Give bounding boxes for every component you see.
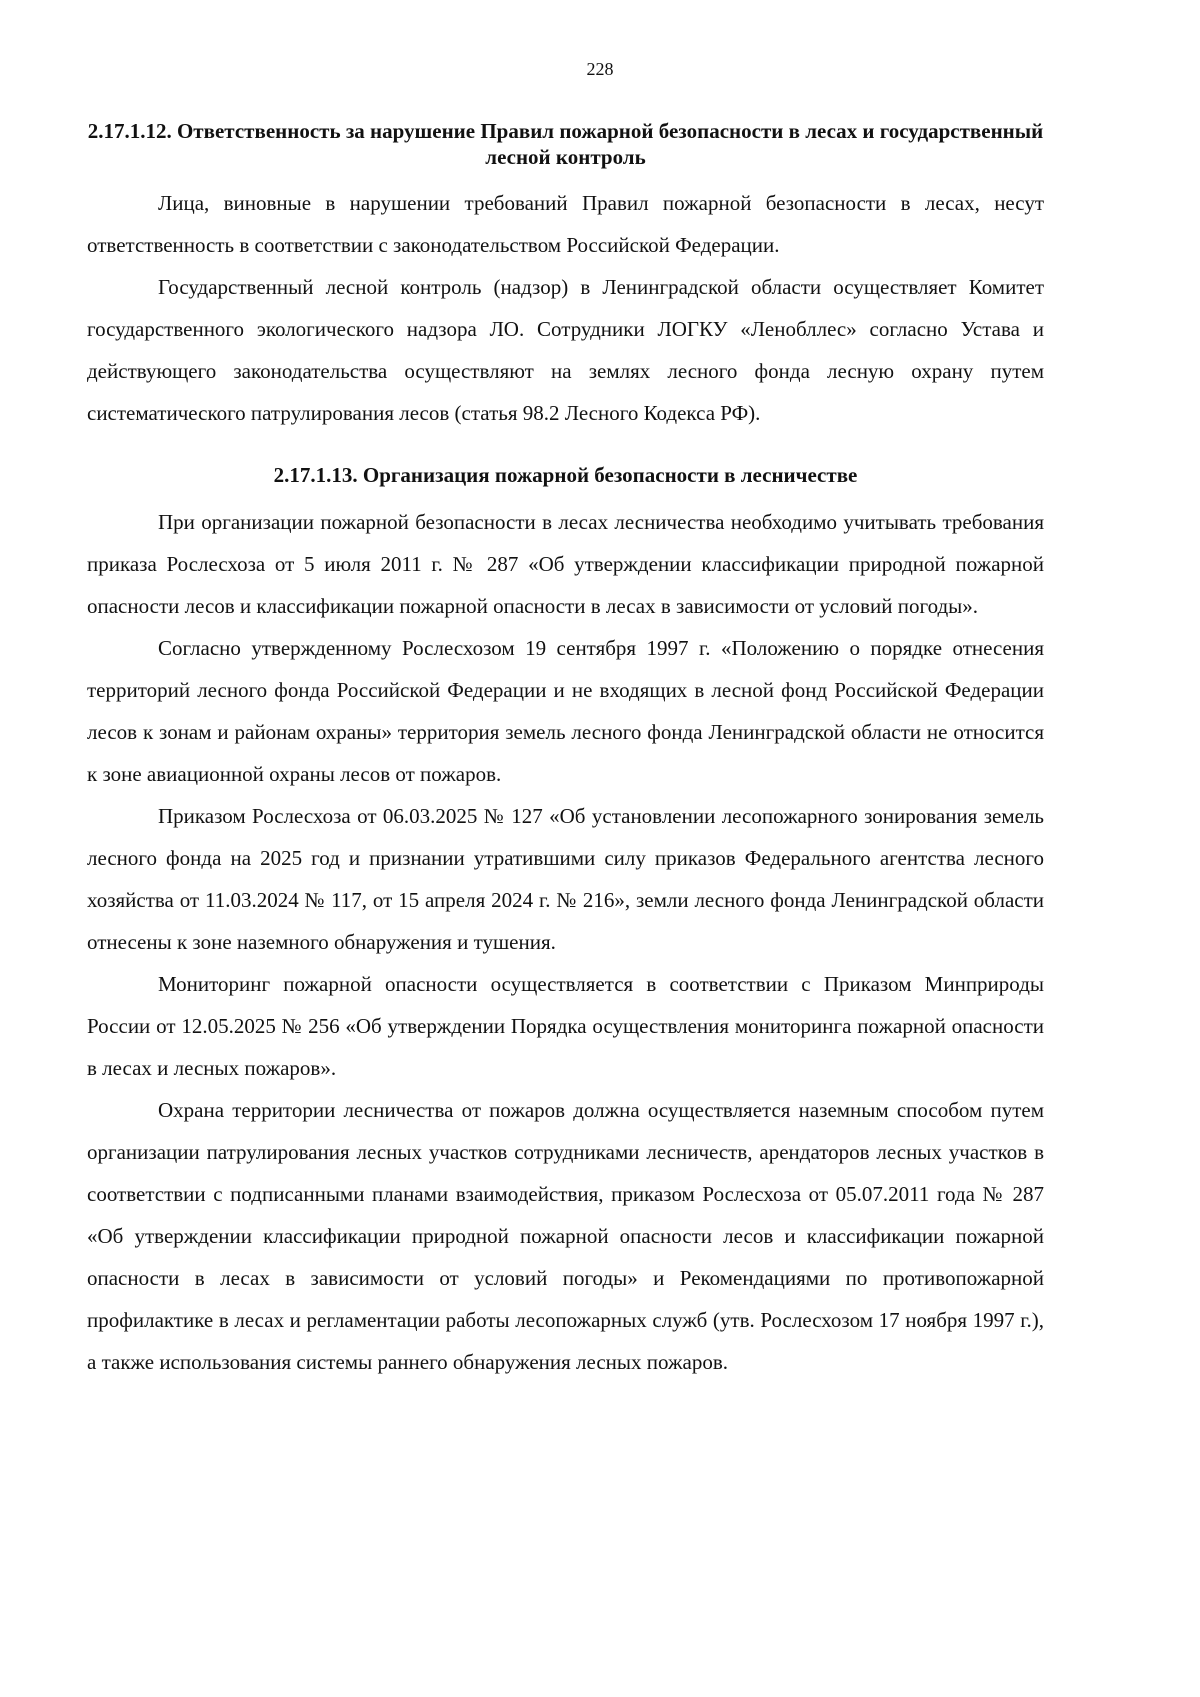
document-body — [87, 112, 1044, 1383]
paragraph: Согласно утвержденному Рослесхозом 19 сентября 1997 г. «Положению о порядке отнесения территорий лесного фонда Российской Федерации и не входящих в лесной фонд Российской Федерации лесов к зонам и районам охраны» территория земель лесного фонда Ленинградской области не относится к зоне авиационной охраны лесов от пожаров. — [87, 636, 1044, 786]
paragraph: Лица, виновные в нарушении требований Правил пожарной безопасности в лесах, несут ответственность в соответствии с законодательством Российской Федерации. — [87, 191, 1044, 257]
section-responsibility — [87, 112, 1044, 434]
paragraph: Государственный лесной контроль (надзор) в Ленинградской области осуществляет Комитет государственного экологического надзора ЛО. Сотрудники ЛОГКУ «Ленобллес» согласно Устава и действующего законодательства осуществляют на землях лесного фонда лесную охрану путем систематического патрулирования лесов (статья 98.2 Лесного Кодекса РФ). — [87, 275, 1044, 425]
paragraph: Охрана территории лесничества от пожаров должна осуществляется наземным способом путем организации патрулирования лесных участков сотрудниками лесничеств, арендаторов лесных участков в соответствии с подписанными планами взаимодействия, приказом Рослесхоза от 05.07.2011 года № 287 «Об утверждении классификации природной пожарной опасности лесов и классификации пожарной опасности в лесах в зависимости от условий погоды» и Рекомендациями по противопожарной профилактике в лесах и регламентации работы лесопожарных служб (утв. Рослесхозом 17 ноября 1997 г.), а также использования системы раннего обнаружения лесных пожаров. — [87, 1098, 1044, 1374]
paragraph: Приказом Рослесхоза от 06.03.2025 № 127 «Об установлении лесопожарного зонирования земель лесного фонда на 2025 год и признании утратившими силу приказов Федерального агентства лесного хозяйства от 11.03.2024 № 117, от 15 апреля 2024 г. № 216», земли лесного фонда Ленинградской области отнесены к зоне наземного обнаружения и тушения. — [87, 804, 1044, 954]
paragraph: При организации пожарной безопасности в лесах лесничества необходимо учитывать требования приказа Рослесхоза от 5 июля 2011 г. № 287 «Об утверждении классификации природной пожарной опасности лесов и классификации пожарной опасности в лесах в зависимости от условий погоды». — [87, 510, 1044, 618]
section-fire-safety-organization — [87, 462, 1044, 1383]
section-heading: 2.17.1.13. Организация пожарной безопасности в лесничестве — [273, 463, 858, 487]
paragraph: Мониторинг пожарной опасности осуществляется в соответствии с Приказом Минприроды России от 12.05.2025 № 256 «Об утверждении Порядка осуществления мониторинга пожарной опасности в лесах и лесных пожаров». — [87, 972, 1044, 1080]
page-number: 228 — [586, 59, 614, 79]
section-heading: 2.17.1.12. Ответственность за нарушение Правил пожарной безопасности в лесах и государственный лесной контроль — [87, 119, 1044, 169]
